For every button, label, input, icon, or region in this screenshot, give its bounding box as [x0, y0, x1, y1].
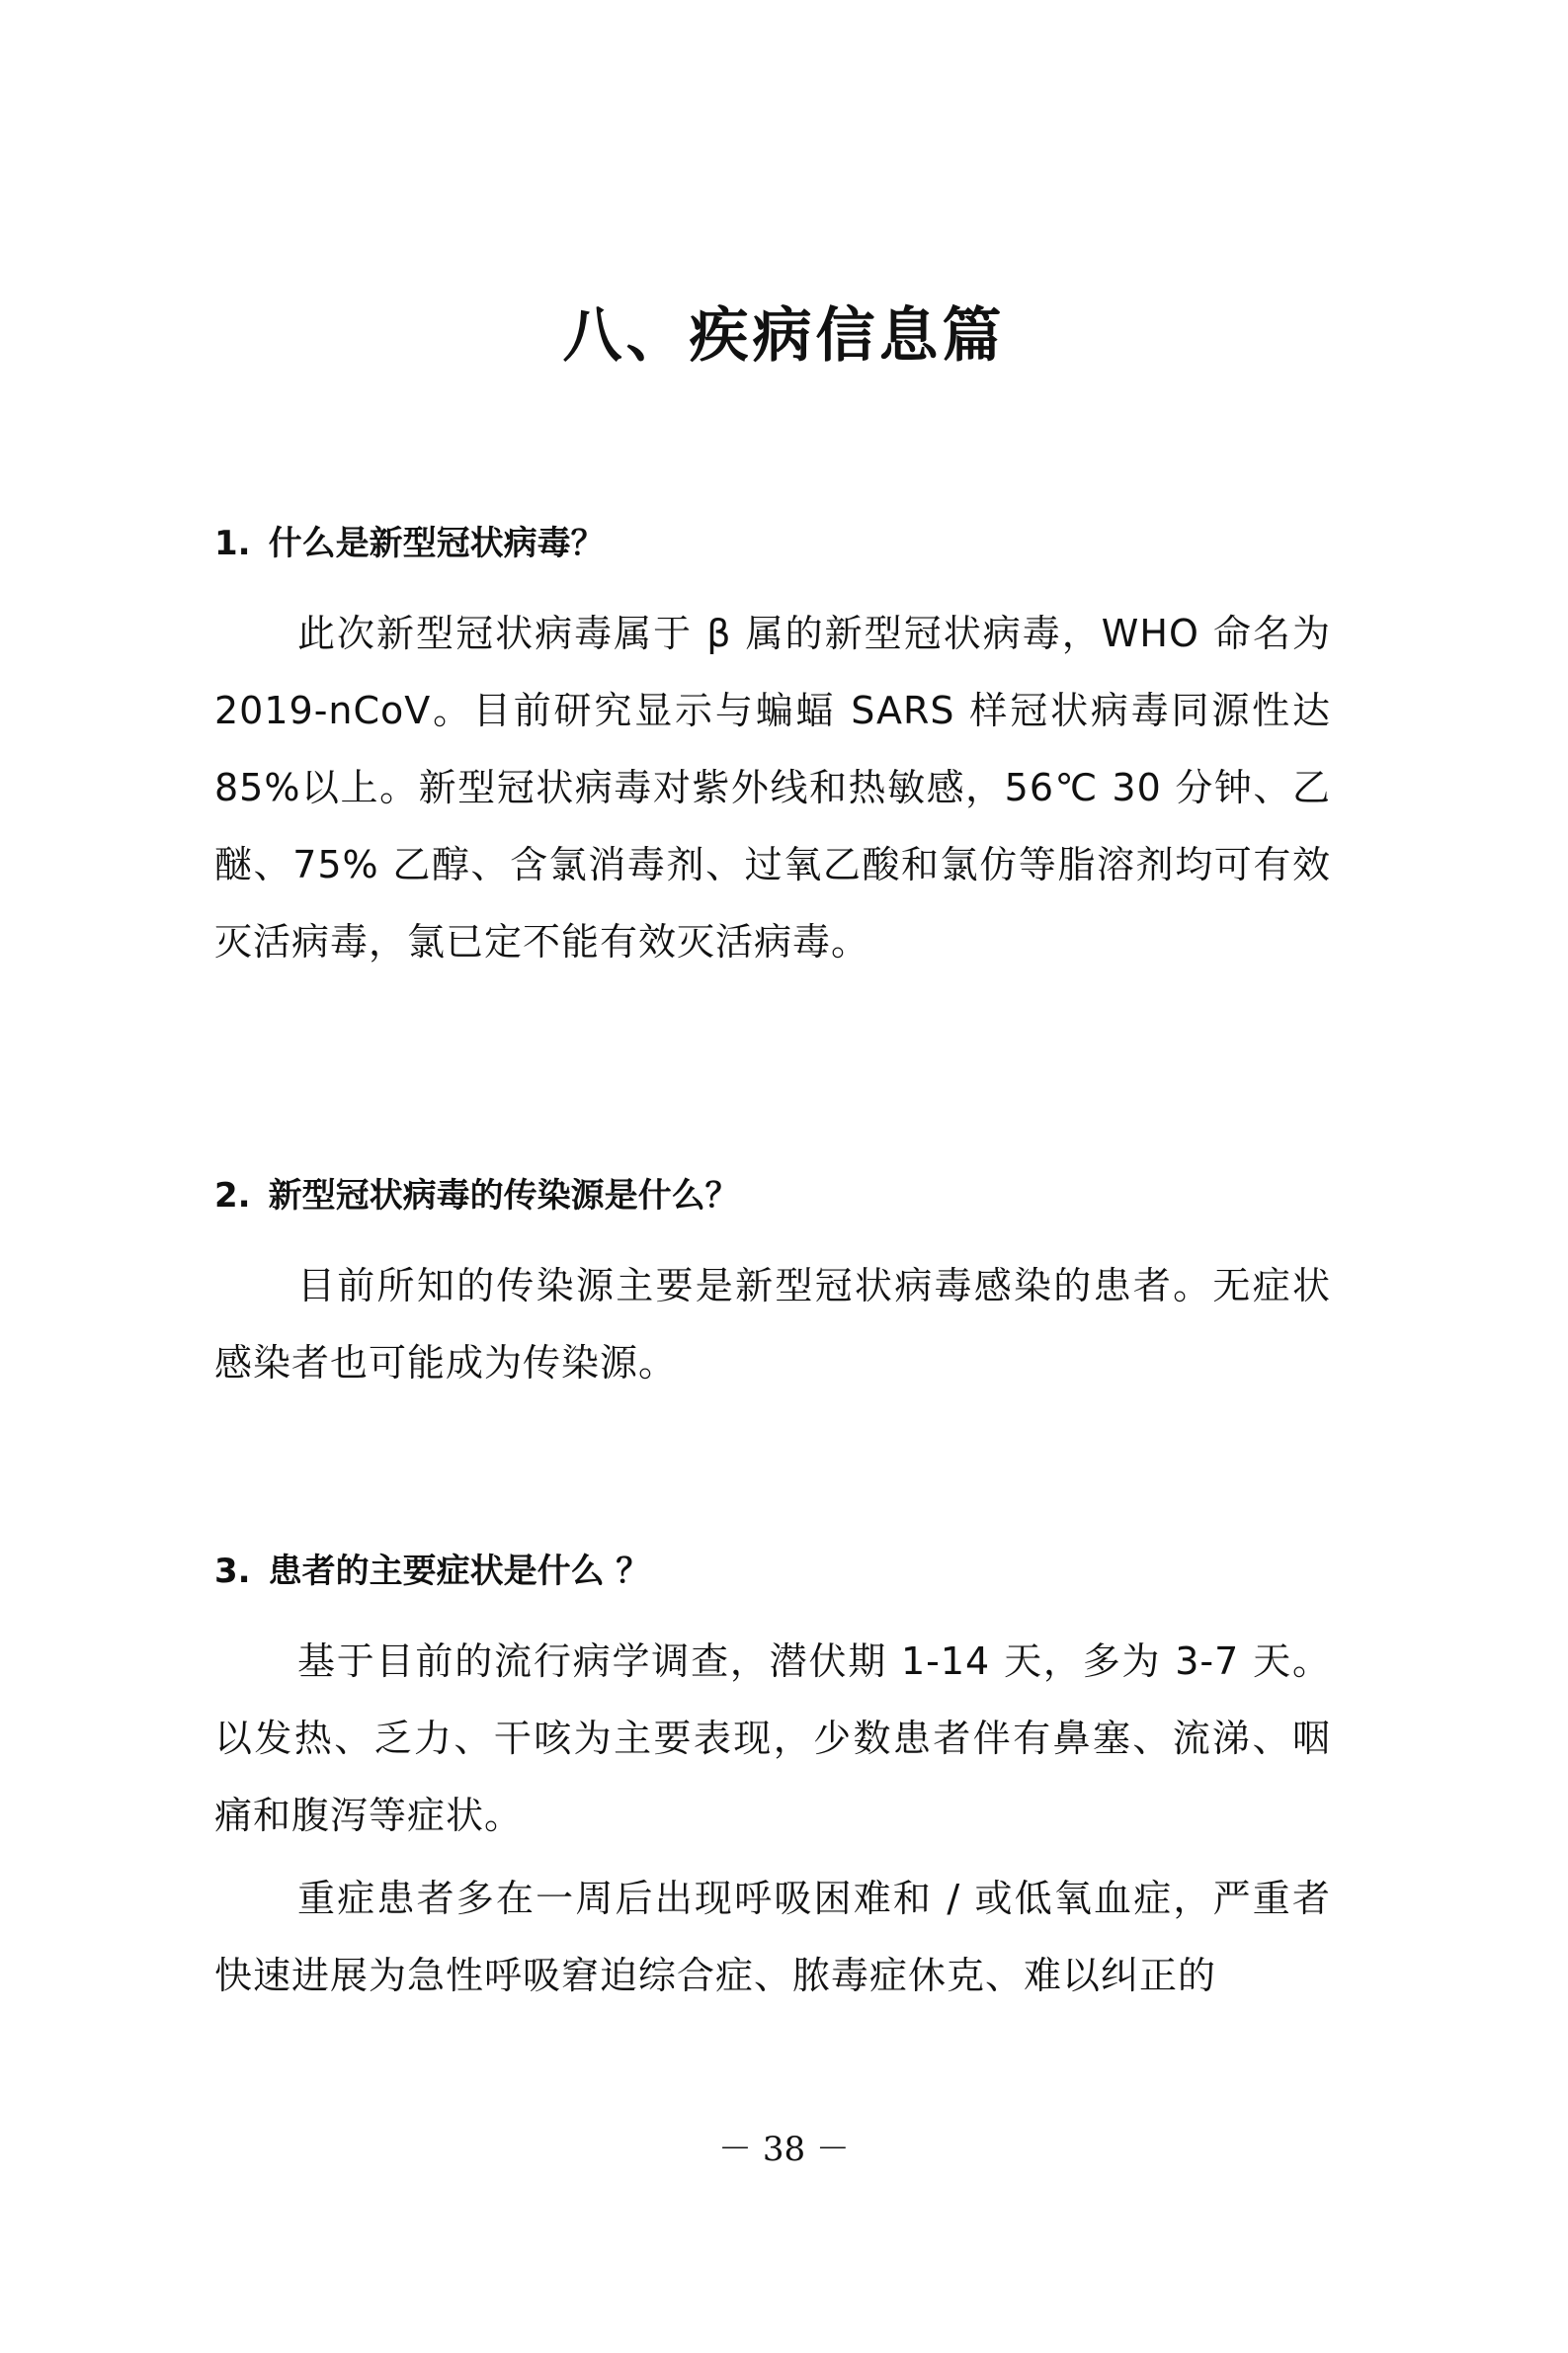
paragraph: 重症患者多在一周后出现呼吸困难和 / 或低氧血症，严重者快速进展为急性呼吸窘迫综合症、脓毒症休克、难以纠正的 — [214, 1877, 1331, 1997]
question-section-1 — [214, 514, 1331, 980]
question-title: 患者的主要症状是什么 ？ — [268, 1552, 650, 1591]
question-heading — [214, 1166, 1331, 1225]
question-heading — [214, 514, 1331, 573]
paragraph: 基于目前的流行病学调查，潜伏期 1-14 天，多为 3-7 天。以发热、乏力、干咳为主要表现，少数患者伴有鼻塞、流涕、咽痛和腹泻等症状。 — [214, 1639, 1331, 1837]
question-number: 3. — [214, 1552, 251, 1591]
question-title: 新型冠状病毒的传染源是什么？ — [268, 1176, 739, 1216]
paragraph: 目前所知的传染源主要是新型冠状病毒感染的患者。无症状感染者也可能成为传染源。 — [214, 1264, 1331, 1385]
page-number: － 38 － — [718, 2130, 850, 2169]
question-number: 2. — [214, 1176, 251, 1216]
question-title: 什么是新型冠状病毒？ — [268, 524, 605, 563]
paragraph: 此次新型冠状病毒属于 β 属的新型冠状病毒，WHO 命名为 2019-nCoV。目前研究显示与蝙蝠 SARS 样冠状病毒同源性达 85%以上。新型冠状病毒对紫外线和热敏感，56℃ 30 分钟、乙醚、75% 乙醇、含氯消毒剂、过氧乙酸和氯仿等脂溶剂均可有效灭活病毒，氯已定不能有效灭活病毒。 — [214, 612, 1331, 964]
chapter-title: 八、疾病信息篇 — [562, 301, 1006, 371]
question-heading — [214, 1542, 1331, 1601]
question-number: 1. — [214, 524, 251, 563]
question-section-2 — [214, 1166, 1331, 1401]
question-section-3 — [214, 1542, 1331, 2014]
